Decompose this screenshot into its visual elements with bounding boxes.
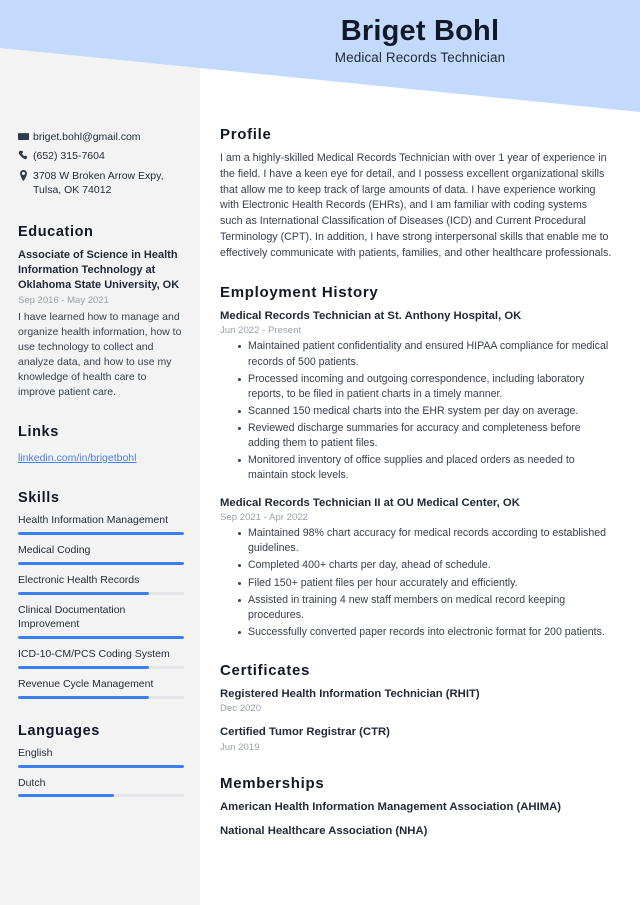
certificates-heading: Certificates xyxy=(220,661,311,679)
skill xyxy=(18,604,184,639)
language-fill xyxy=(18,794,114,797)
skill-label: Health Information Management xyxy=(18,513,168,526)
skills-list xyxy=(18,514,184,699)
language-fill xyxy=(18,765,184,768)
employment-bullet: Scanned 150 medical charts into the EHR system per day on average. xyxy=(238,404,612,419)
certificate-entry xyxy=(220,725,612,753)
location-pin-icon xyxy=(18,169,33,181)
languages-section xyxy=(18,723,184,798)
skill-track xyxy=(18,636,184,639)
certificate-date: Jun 2019 xyxy=(220,741,260,753)
skill-fill xyxy=(18,592,149,595)
education-description: I have learned how to manage and organize health information, how to use technology to collect and analyze data, and how to use my knowledge of health care to improve patient care. xyxy=(18,311,182,398)
main-column xyxy=(200,0,640,905)
language-track xyxy=(18,794,184,797)
skill-track xyxy=(18,592,184,595)
employment-entry xyxy=(220,496,612,640)
education-degree: Associate of Science in Health Information Technology at Oklahoma State University, OK xyxy=(18,248,180,291)
certificate-entry xyxy=(220,687,612,715)
skill xyxy=(18,574,184,595)
skill-label: Revenue Cycle Management xyxy=(18,677,154,690)
skill xyxy=(18,544,184,565)
contact-value[interactable]: briget.bohl@gmail.com xyxy=(33,131,141,143)
skill xyxy=(18,648,184,669)
language-label: Dutch xyxy=(18,776,46,789)
language-track xyxy=(18,765,184,768)
skill-label: ICD-10-CM/PCS Coding System xyxy=(18,647,170,660)
skill-label: Medical Coding xyxy=(18,543,91,556)
certificate-title: Certified Tumor Registrar (CTR) xyxy=(220,726,390,739)
employment-entries xyxy=(220,309,612,640)
skills-heading: Skills xyxy=(18,489,60,506)
employment-date: Jun 2022 - Present xyxy=(220,325,302,337)
contact-row[interactable] xyxy=(18,130,184,144)
sidebar xyxy=(0,0,200,905)
skill-fill xyxy=(18,666,149,669)
memberships-heading: Memberships xyxy=(220,774,325,792)
memberships-list xyxy=(220,800,612,838)
skill-label: Clinical Documentation Improvement xyxy=(18,603,126,630)
languages-heading: Languages xyxy=(18,722,100,739)
employment-entry xyxy=(220,309,612,483)
skill-track xyxy=(18,562,184,565)
employment-section xyxy=(220,284,612,640)
certificates-entries xyxy=(220,687,612,753)
certificate-date: Dec 2020 xyxy=(220,703,262,715)
skill-fill xyxy=(18,532,184,535)
skill-fill xyxy=(18,696,149,699)
envelope-icon xyxy=(18,130,33,142)
skill-label: Electronic Health Records xyxy=(18,573,140,586)
skill-fill xyxy=(18,636,184,639)
employment-title: Medical Records Technician II at OU Medical Center, OK xyxy=(220,496,520,509)
employment-bullet: Successfully converted paper records into electronic format for 200 patients. xyxy=(238,625,612,640)
employment-bullet: Monitored inventory of office supplies and placed orders as needed to maintain stock levels. xyxy=(238,453,612,483)
profile-text: I am a highly-skilled Medical Records Technician with over 1 year of experience in the field. I have a keen eye for detail, and I possess excellent organizational skills that allow me to keep track of large amounts of data. I have experience working with Electronic Health Records (EHRs), and I am familiar with coding systems such as International Classification of Diseases (ICD) and Current Procedural Terminology (CPT). In addition, I have strong interpersonal skills that enable me to effectively communicate with patients, families, and other healthcare professionals. xyxy=(220,152,612,259)
education-entries xyxy=(18,248,184,400)
skill xyxy=(18,514,184,535)
contact-row xyxy=(18,149,184,163)
contact-row xyxy=(18,169,184,198)
links-heading: Links xyxy=(18,423,59,440)
employment-bullet: Maintained patient confidentiality and ensured HIPAA compliance for medical records of 500 patients. xyxy=(238,339,612,369)
employment-date: Sep 2021 - Apr 2022 xyxy=(220,512,309,524)
certificates-section xyxy=(220,662,612,753)
skills-section xyxy=(18,490,184,699)
education-entry xyxy=(18,248,184,400)
languages-list xyxy=(18,747,184,798)
employment-bullet: Completed 400+ charts per day, ahead of schedule. xyxy=(238,558,612,573)
employment-bullets xyxy=(220,526,612,639)
phone-icon xyxy=(18,149,33,161)
employment-title: Medical Records Technician at St. Anthony Hospital, OK xyxy=(220,309,522,322)
candidate-name: Briget Bohl xyxy=(340,15,500,48)
education-section xyxy=(18,224,184,400)
skill-track xyxy=(18,696,184,699)
education-date: Sep 2016 - May 2021 xyxy=(18,295,109,307)
link-item[interactable]: linkedin.com/in/brigetbohl xyxy=(18,451,137,464)
employment-bullet: Assisted in training 4 new staff members on medical record keeping procedures. xyxy=(238,593,612,623)
memberships-section xyxy=(220,775,612,838)
language xyxy=(18,747,184,768)
links-section xyxy=(18,424,184,466)
certificate-title: Registered Health Information Technician (RHIT) xyxy=(220,687,480,700)
contact-list xyxy=(18,130,184,198)
language xyxy=(18,777,184,798)
contact-value: 3708 W Broken Arrow Expy, Tulsa, OK 74012 xyxy=(33,169,164,197)
skill-track xyxy=(18,532,184,535)
education-heading: Education xyxy=(18,223,94,240)
employment-bullet: Maintained 98% chart accuracy for medical records according to established guidelines. xyxy=(238,526,612,556)
employment-bullet: Filed 150+ patient files per hour accurately and efficiently. xyxy=(238,576,612,591)
candidate-job-title: Medical Records Technician xyxy=(334,49,506,65)
skill-track xyxy=(18,666,184,669)
employment-heading: Employment History xyxy=(220,283,379,301)
profile-section xyxy=(220,126,612,262)
profile-heading: Profile xyxy=(220,126,272,143)
employment-bullets xyxy=(220,339,612,482)
membership-item: National Healthcare Association (NHA) xyxy=(220,824,428,837)
links-list xyxy=(18,448,184,466)
language-label: English xyxy=(18,746,53,759)
employment-bullet: Processed incoming and outgoing correspondence, including laboratory reports, to be filed in patient charts in a timely manner. xyxy=(238,372,612,402)
skill-fill xyxy=(18,562,184,565)
contact-value: (652) 315-7604 xyxy=(33,150,105,163)
membership-item: American Health Information Management Association (AHIMA) xyxy=(220,800,562,813)
employment-bullet: Reviewed discharge summaries for accuracy and completeness before adding them to patient files. xyxy=(238,421,612,451)
skill xyxy=(18,678,184,699)
